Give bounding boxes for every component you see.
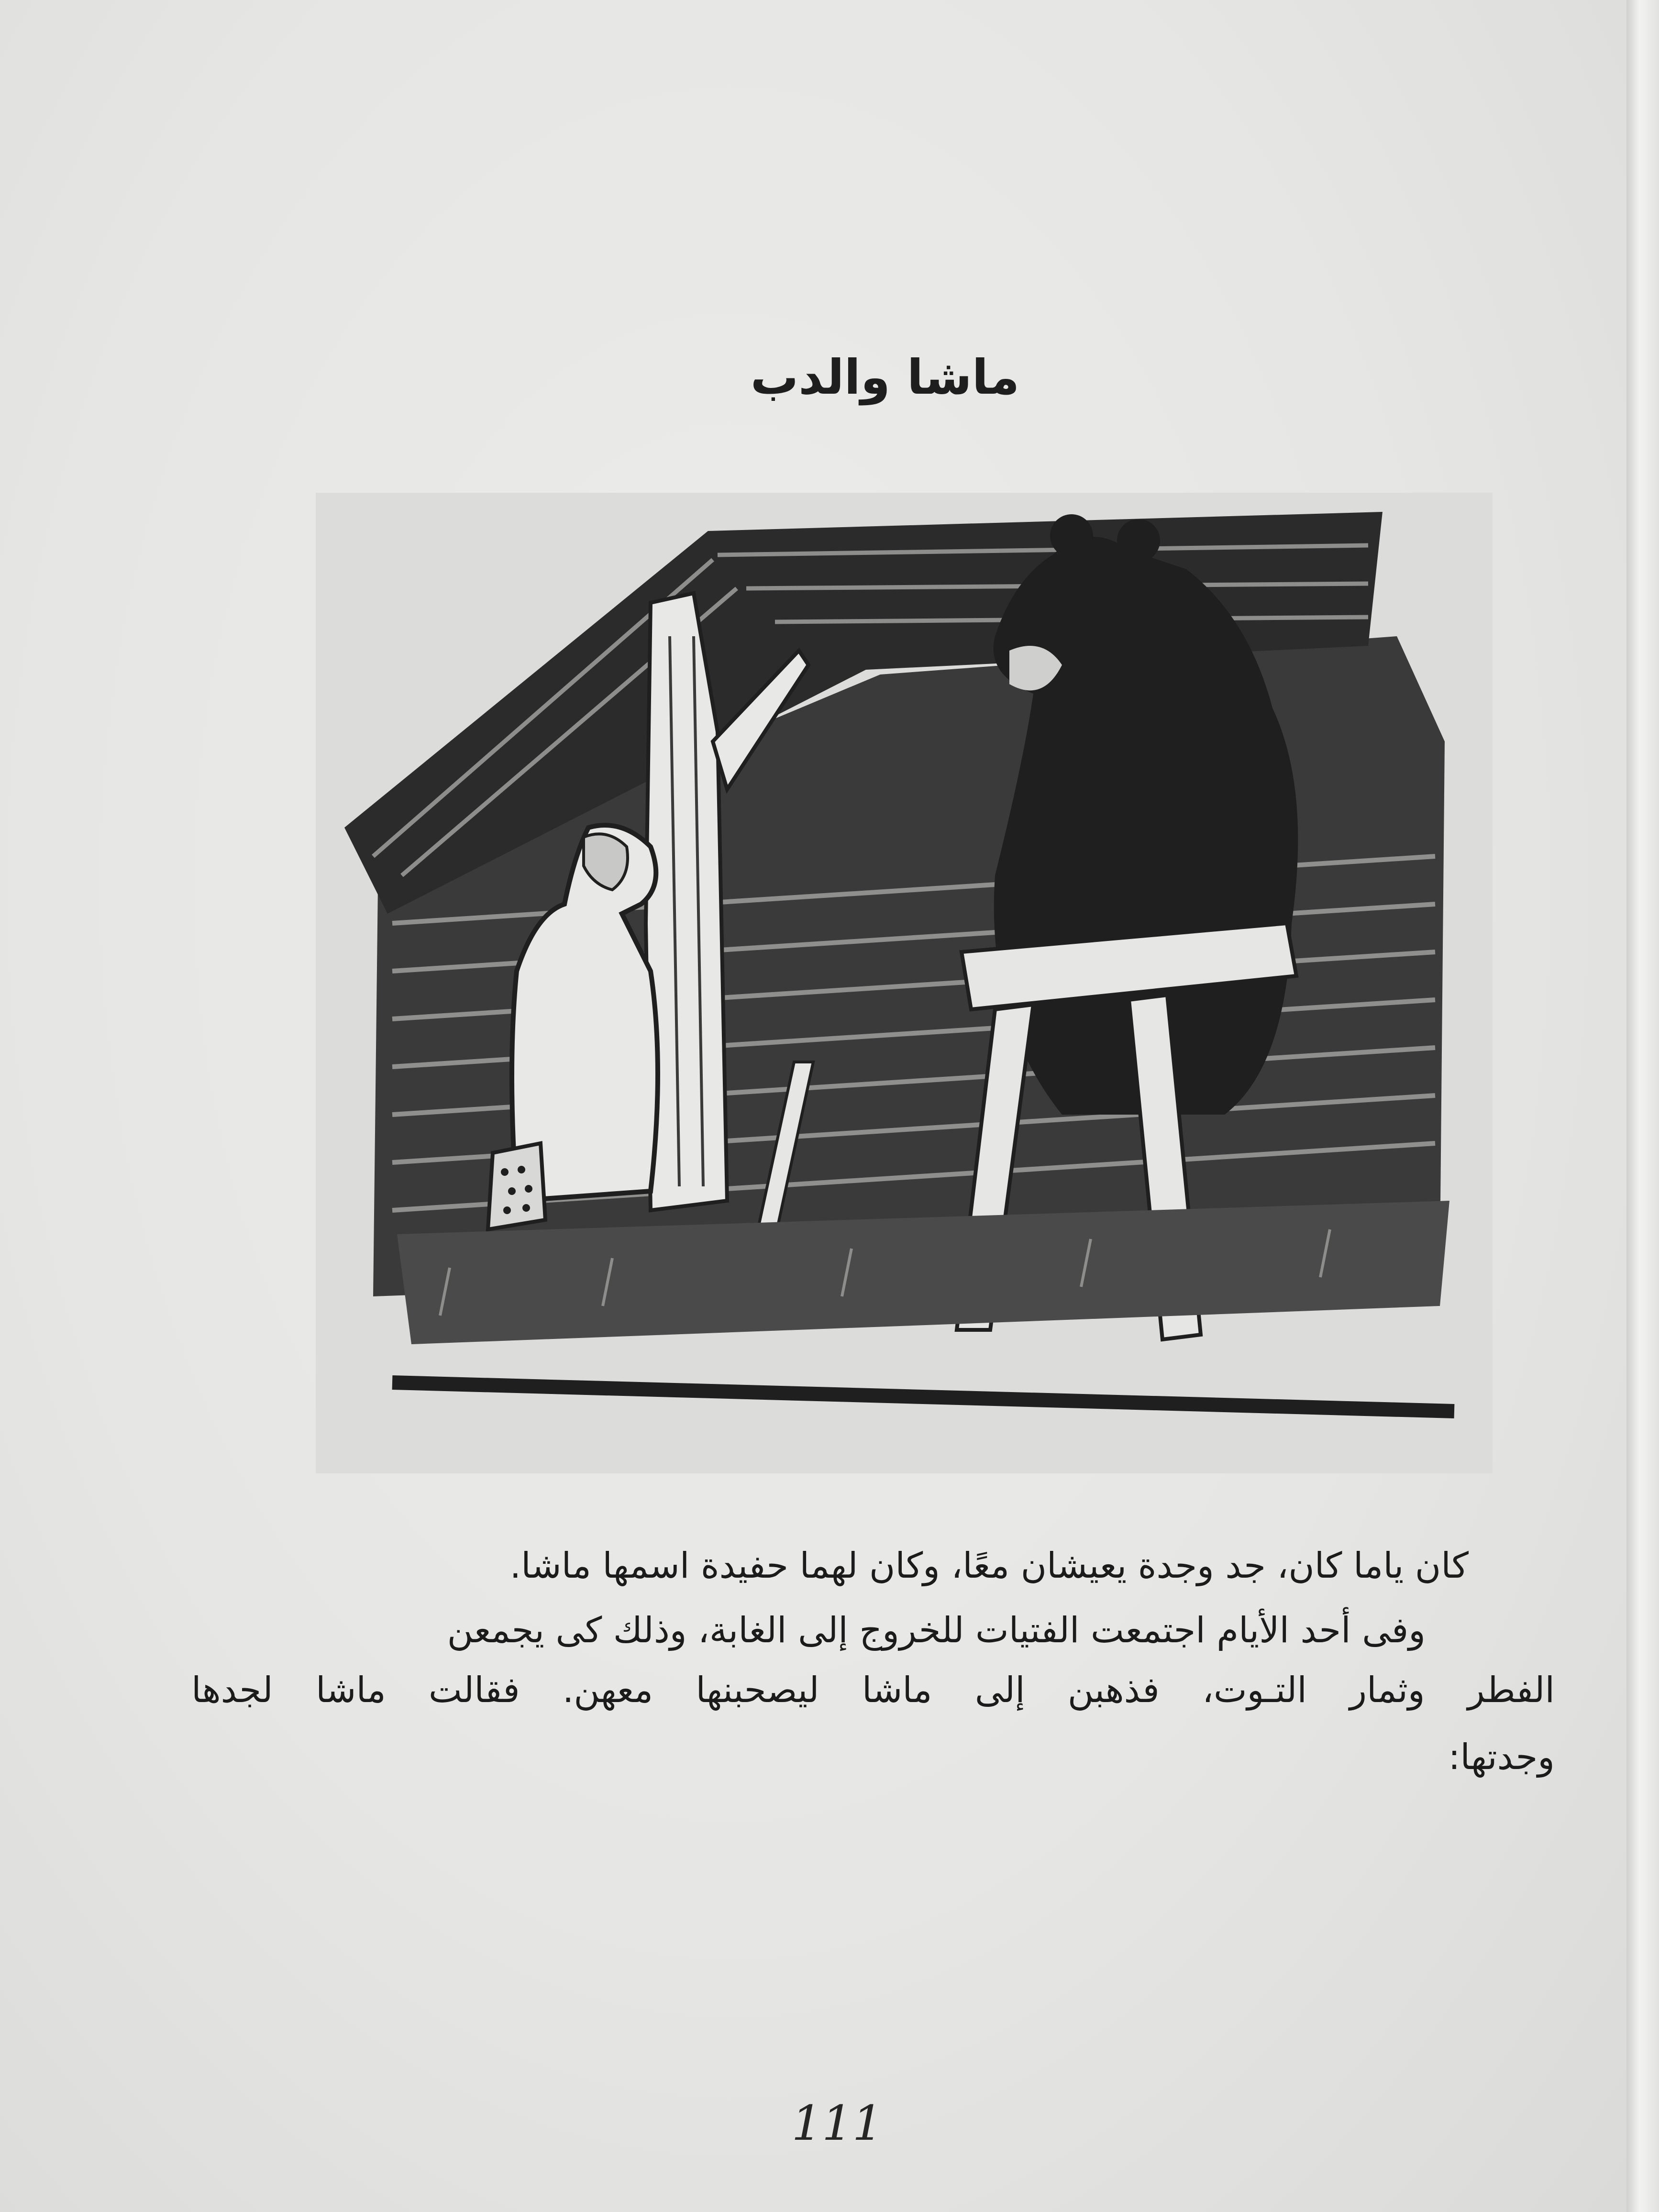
page-number: 111: [791, 2095, 883, 2151]
illustration-drawing: [316, 493, 1493, 1473]
paragraph-line-4: وجدتها:: [1448, 1736, 1555, 1778]
next-page-edge: [1626, 0, 1659, 2212]
bear-ear-left: [1050, 514, 1093, 557]
paragraph-line-3: الفطر وثمار التـوت، فذهبن إلى ماشا ليصحبنها معهن. فقالت ماشا لجدها: [191, 1670, 1555, 1711]
bear-ear-right: [1117, 519, 1160, 562]
story-title: ماشا والدب: [750, 349, 1020, 405]
paragraph-line-2: وفى أحد الأيام اجتمعت الفتيات للخروج إلى الغابة، وذلك كى يجمعن: [447, 1610, 1426, 1651]
paragraph-line-1: كان ياما كان، جد وجدة يعيشان معًا، وكان لهما حفيدة اسمها ماشا.: [509, 1545, 1469, 1586]
girl-basket: [488, 1143, 545, 1229]
story-illustration: [316, 493, 1493, 1473]
